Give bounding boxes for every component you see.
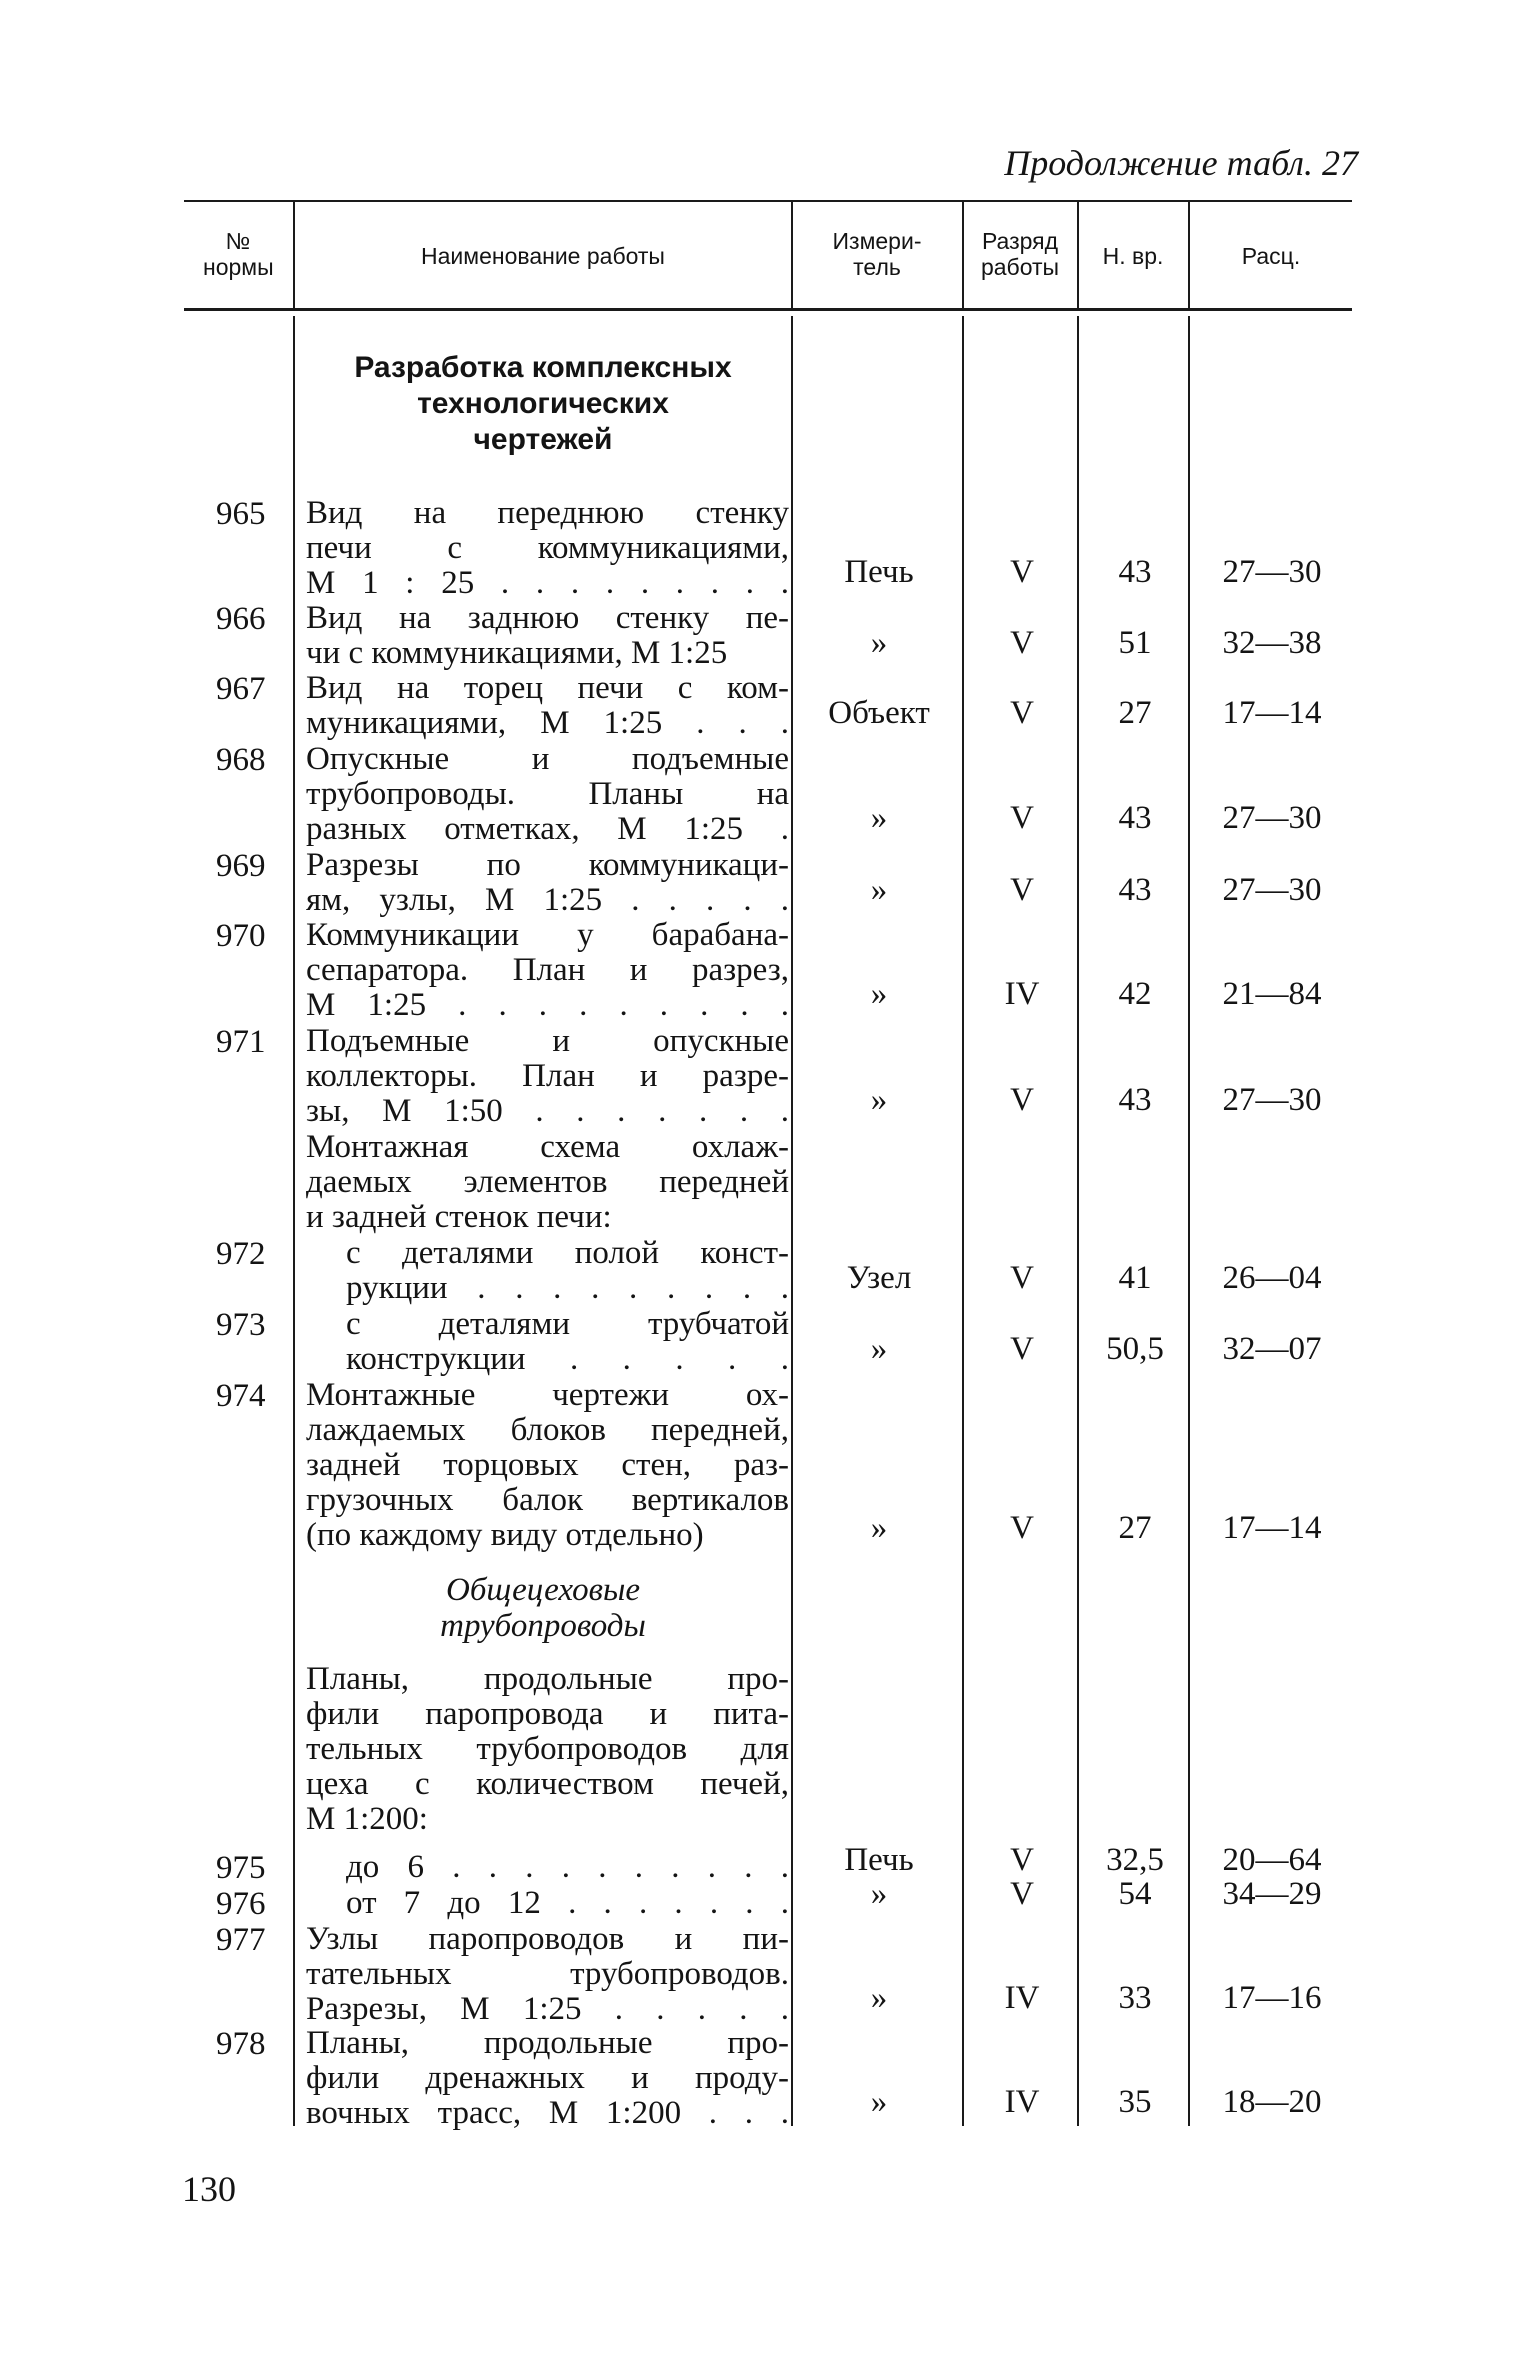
row-measure: » [870, 1876, 888, 1912]
name-line: фили дренажных и проду- [306, 2060, 789, 2096]
row-number: 976 [216, 1886, 266, 1922]
row-name [306, 1236, 789, 1306]
section-heading-line: технологических [417, 387, 669, 420]
row-rate: 27—30 [1222, 1082, 1322, 1118]
row-name [306, 742, 789, 847]
row-grade: V [1010, 625, 1034, 661]
row-grade: V [1010, 1331, 1034, 1367]
row-measure: Печь [844, 554, 914, 590]
row-grade: V [1010, 554, 1034, 590]
row-measure: » [870, 2084, 888, 2120]
name-line: грузочных балок вертикалов [306, 1482, 789, 1518]
name-line: разных отметках, М 1:25 . [306, 811, 789, 847]
name-line: от 7 до 12 . . . . . . . [346, 1885, 789, 1921]
row-rate: 27—30 [1222, 872, 1322, 908]
section-heading-pipelines [296, 1572, 790, 1644]
row-measure: » [870, 872, 888, 908]
header-bottom-rule [184, 308, 1352, 311]
row-norm: 42 [1118, 976, 1152, 1012]
table-continuation-caption: Продолжение табл. 27 [1004, 143, 1358, 183]
row-name [306, 848, 789, 918]
row-name [306, 496, 789, 601]
row-rate: 34—29 [1222, 1876, 1322, 1912]
row-grade: V [1010, 872, 1034, 908]
section-heading-line: Общецеховые [446, 1572, 640, 1608]
name-line: Коммуникации у барабана- [306, 917, 789, 953]
row-rate: 26—04 [1222, 1260, 1322, 1296]
row-name [306, 671, 789, 741]
row-grade: V [1010, 800, 1034, 836]
name-line: Разрезы, М 1:25 . . . . . [306, 1991, 789, 2027]
name-line: М 1:200: [306, 1801, 428, 1837]
name-line: вочных трасс, М 1:200 . . . [306, 2095, 789, 2131]
row-rate: 32—07 [1222, 1331, 1322, 1367]
name-line: коллекторы. План и разре- [306, 1058, 789, 1094]
name-line: Подъемные и опускные [306, 1023, 789, 1059]
page-number: 130 [182, 2169, 236, 2209]
row-number: 978 [216, 2026, 266, 2062]
name-line: Опускные и подъемные [306, 741, 789, 777]
row-number: 967 [216, 671, 266, 707]
name-line: трубопроводы. Планы на [306, 776, 789, 812]
row-rate: 17—16 [1222, 1980, 1322, 2016]
row-number: 973 [216, 1307, 266, 1343]
row-number: 974 [216, 1378, 266, 1414]
name-line: Вид на переднюю стенку [306, 495, 789, 531]
name-line: чи с коммуникациями, М 1:25 [306, 635, 728, 671]
name-line: с деталями трубчатой [346, 1306, 789, 1342]
column-divider-1 [293, 202, 295, 310]
row-rate: 27—30 [1222, 800, 1322, 836]
name-line: с деталями полой конст- [346, 1235, 789, 1271]
section-heading-line: трубопроводы [440, 1608, 646, 1644]
column-divider-5 [1188, 202, 1190, 310]
name-line: тательных трубопроводов. [306, 1956, 789, 1992]
name-line: задней торцовых стен, раз- [306, 1447, 789, 1483]
row-number: 966 [216, 601, 266, 637]
row-number: 965 [216, 496, 266, 532]
row-measure: » [870, 1331, 888, 1367]
column-divider-2 [791, 202, 793, 310]
name-line: М 1 : 25 . . . . . . . . . [306, 565, 789, 601]
row-name [306, 1130, 789, 1235]
header-name: Наименование работы [421, 243, 665, 269]
row-rate: 27—30 [1222, 554, 1322, 590]
row-rate: 32—38 [1222, 625, 1322, 661]
row-rate: 20—64 [1222, 1842, 1322, 1878]
section-heading-design [296, 350, 790, 458]
row-name [306, 1886, 789, 1921]
row-number: 970 [216, 918, 266, 954]
row-norm: 43 [1118, 872, 1152, 908]
row-number: 968 [216, 742, 266, 778]
name-line: муникациями, М 1:25 . . . [306, 705, 789, 741]
row-measure: » [870, 1980, 888, 2016]
row-norm: 27 [1118, 1510, 1152, 1546]
name-line: рукции . . . . . . . . . [346, 1270, 789, 1306]
row-norm: 54 [1118, 1876, 1152, 1912]
row-rate: 21—84 [1222, 976, 1322, 1012]
row-norm: 41 [1118, 1260, 1152, 1296]
column-divider-3 [962, 202, 964, 310]
name-line: до 6 . . . . . . . . . . [346, 1849, 789, 1885]
row-norm: 43 [1118, 554, 1152, 590]
column-divider-2 [791, 316, 793, 2126]
name-line: сепаратора. План и разрез, [306, 952, 789, 988]
row-name [306, 1922, 789, 2027]
row-norm: 51 [1118, 625, 1152, 661]
row-grade: IV [1004, 976, 1040, 1012]
row-name [306, 1662, 789, 1837]
row-measure: » [870, 1510, 888, 1546]
row-measure: » [870, 800, 888, 836]
row-measure: » [870, 625, 888, 661]
row-rate: 17—14 [1222, 695, 1322, 731]
row-grade: V [1010, 695, 1034, 731]
row-name [306, 2026, 789, 2131]
row-measure: Узел [846, 1260, 912, 1296]
name-line: конструкции . . . . . [346, 1341, 789, 1377]
row-grade: V [1010, 1876, 1034, 1912]
name-line: ям, узлы, М 1:25 . . . . . [306, 882, 789, 918]
name-line: Монтажные чертежи ох- [306, 1377, 789, 1413]
row-norm: 32,5 [1106, 1842, 1164, 1878]
name-line: зы, М 1:50 . . . . . . . [306, 1093, 789, 1129]
section-heading-line: Разработка комплексных [354, 351, 732, 384]
row-number: 972 [216, 1236, 266, 1272]
row-number: 977 [216, 1922, 266, 1958]
header-grade: Разряд работы [980, 228, 1060, 280]
row-name [306, 601, 789, 671]
name-line: Планы, продольные про- [306, 2025, 789, 2061]
row-rate: 17—14 [1222, 1510, 1322, 1546]
name-line: (по каждому виду отдельно) [306, 1517, 704, 1553]
name-line: и задней стенок печи: [306, 1199, 612, 1235]
name-line: тельных трубопроводов для [306, 1731, 789, 1767]
name-line: Монтажная схема охлаж- [306, 1129, 789, 1165]
name-line: Планы, продольные про- [306, 1661, 789, 1697]
row-rate: 18—20 [1222, 2084, 1322, 2120]
row-number: 971 [216, 1024, 266, 1060]
row-name [306, 1024, 789, 1129]
row-name [306, 1850, 789, 1885]
header-norm: Н. вр. [1102, 243, 1164, 269]
row-norm: 33 [1118, 1980, 1152, 2016]
row-grade: V [1010, 1510, 1034, 1546]
row-norm: 43 [1118, 800, 1152, 836]
row-norm: 43 [1118, 1082, 1152, 1118]
name-line: Вид на заднюю стенку пе- [306, 600, 789, 636]
row-norm: 35 [1118, 2084, 1152, 2120]
row-grade: IV [1004, 1980, 1040, 2016]
header-num [184, 228, 292, 280]
row-grade: V [1010, 1842, 1034, 1878]
header-num-label: № нормы [203, 228, 274, 280]
row-name [306, 1378, 789, 1553]
row-measure: » [870, 1082, 888, 1118]
row-norm: 27 [1118, 695, 1152, 731]
name-line: М 1:25 . . . . . . . . . [306, 987, 789, 1023]
name-line: Узлы паропроводов и пи- [306, 1921, 789, 1957]
name-line: даемых элементов передней [306, 1164, 789, 1200]
name-line: цеха с количеством печей, [306, 1766, 789, 1802]
column-divider-4 [1077, 202, 1079, 310]
row-number: 975 [216, 1850, 266, 1886]
name-line: Разрезы по коммуникаци- [306, 847, 789, 883]
column-divider-1 [293, 316, 295, 2126]
row-name [306, 918, 789, 1023]
row-measure: Печь [844, 1842, 914, 1878]
name-line: лаждаемых блоков передней, [306, 1412, 789, 1448]
name-line: Вид на торец печи с ком- [306, 670, 789, 706]
table-top-rule [184, 200, 1352, 202]
name-line: печи с коммуникациями, [306, 530, 789, 566]
row-grade: IV [1004, 2084, 1040, 2120]
row-norm: 50,5 [1106, 1331, 1164, 1367]
row-name [306, 1307, 789, 1377]
row-number: 969 [216, 848, 266, 884]
name-line: фили паропровода и пита- [306, 1696, 789, 1732]
section-heading-line: чертежей [473, 423, 613, 456]
row-grade: V [1010, 1260, 1034, 1296]
header-measure: Измери-тель [832, 228, 922, 280]
row-measure: » [870, 976, 888, 1012]
row-grade: V [1010, 1082, 1034, 1118]
header-rate: Расц. [1241, 243, 1301, 269]
row-measure: Объект [828, 695, 930, 731]
